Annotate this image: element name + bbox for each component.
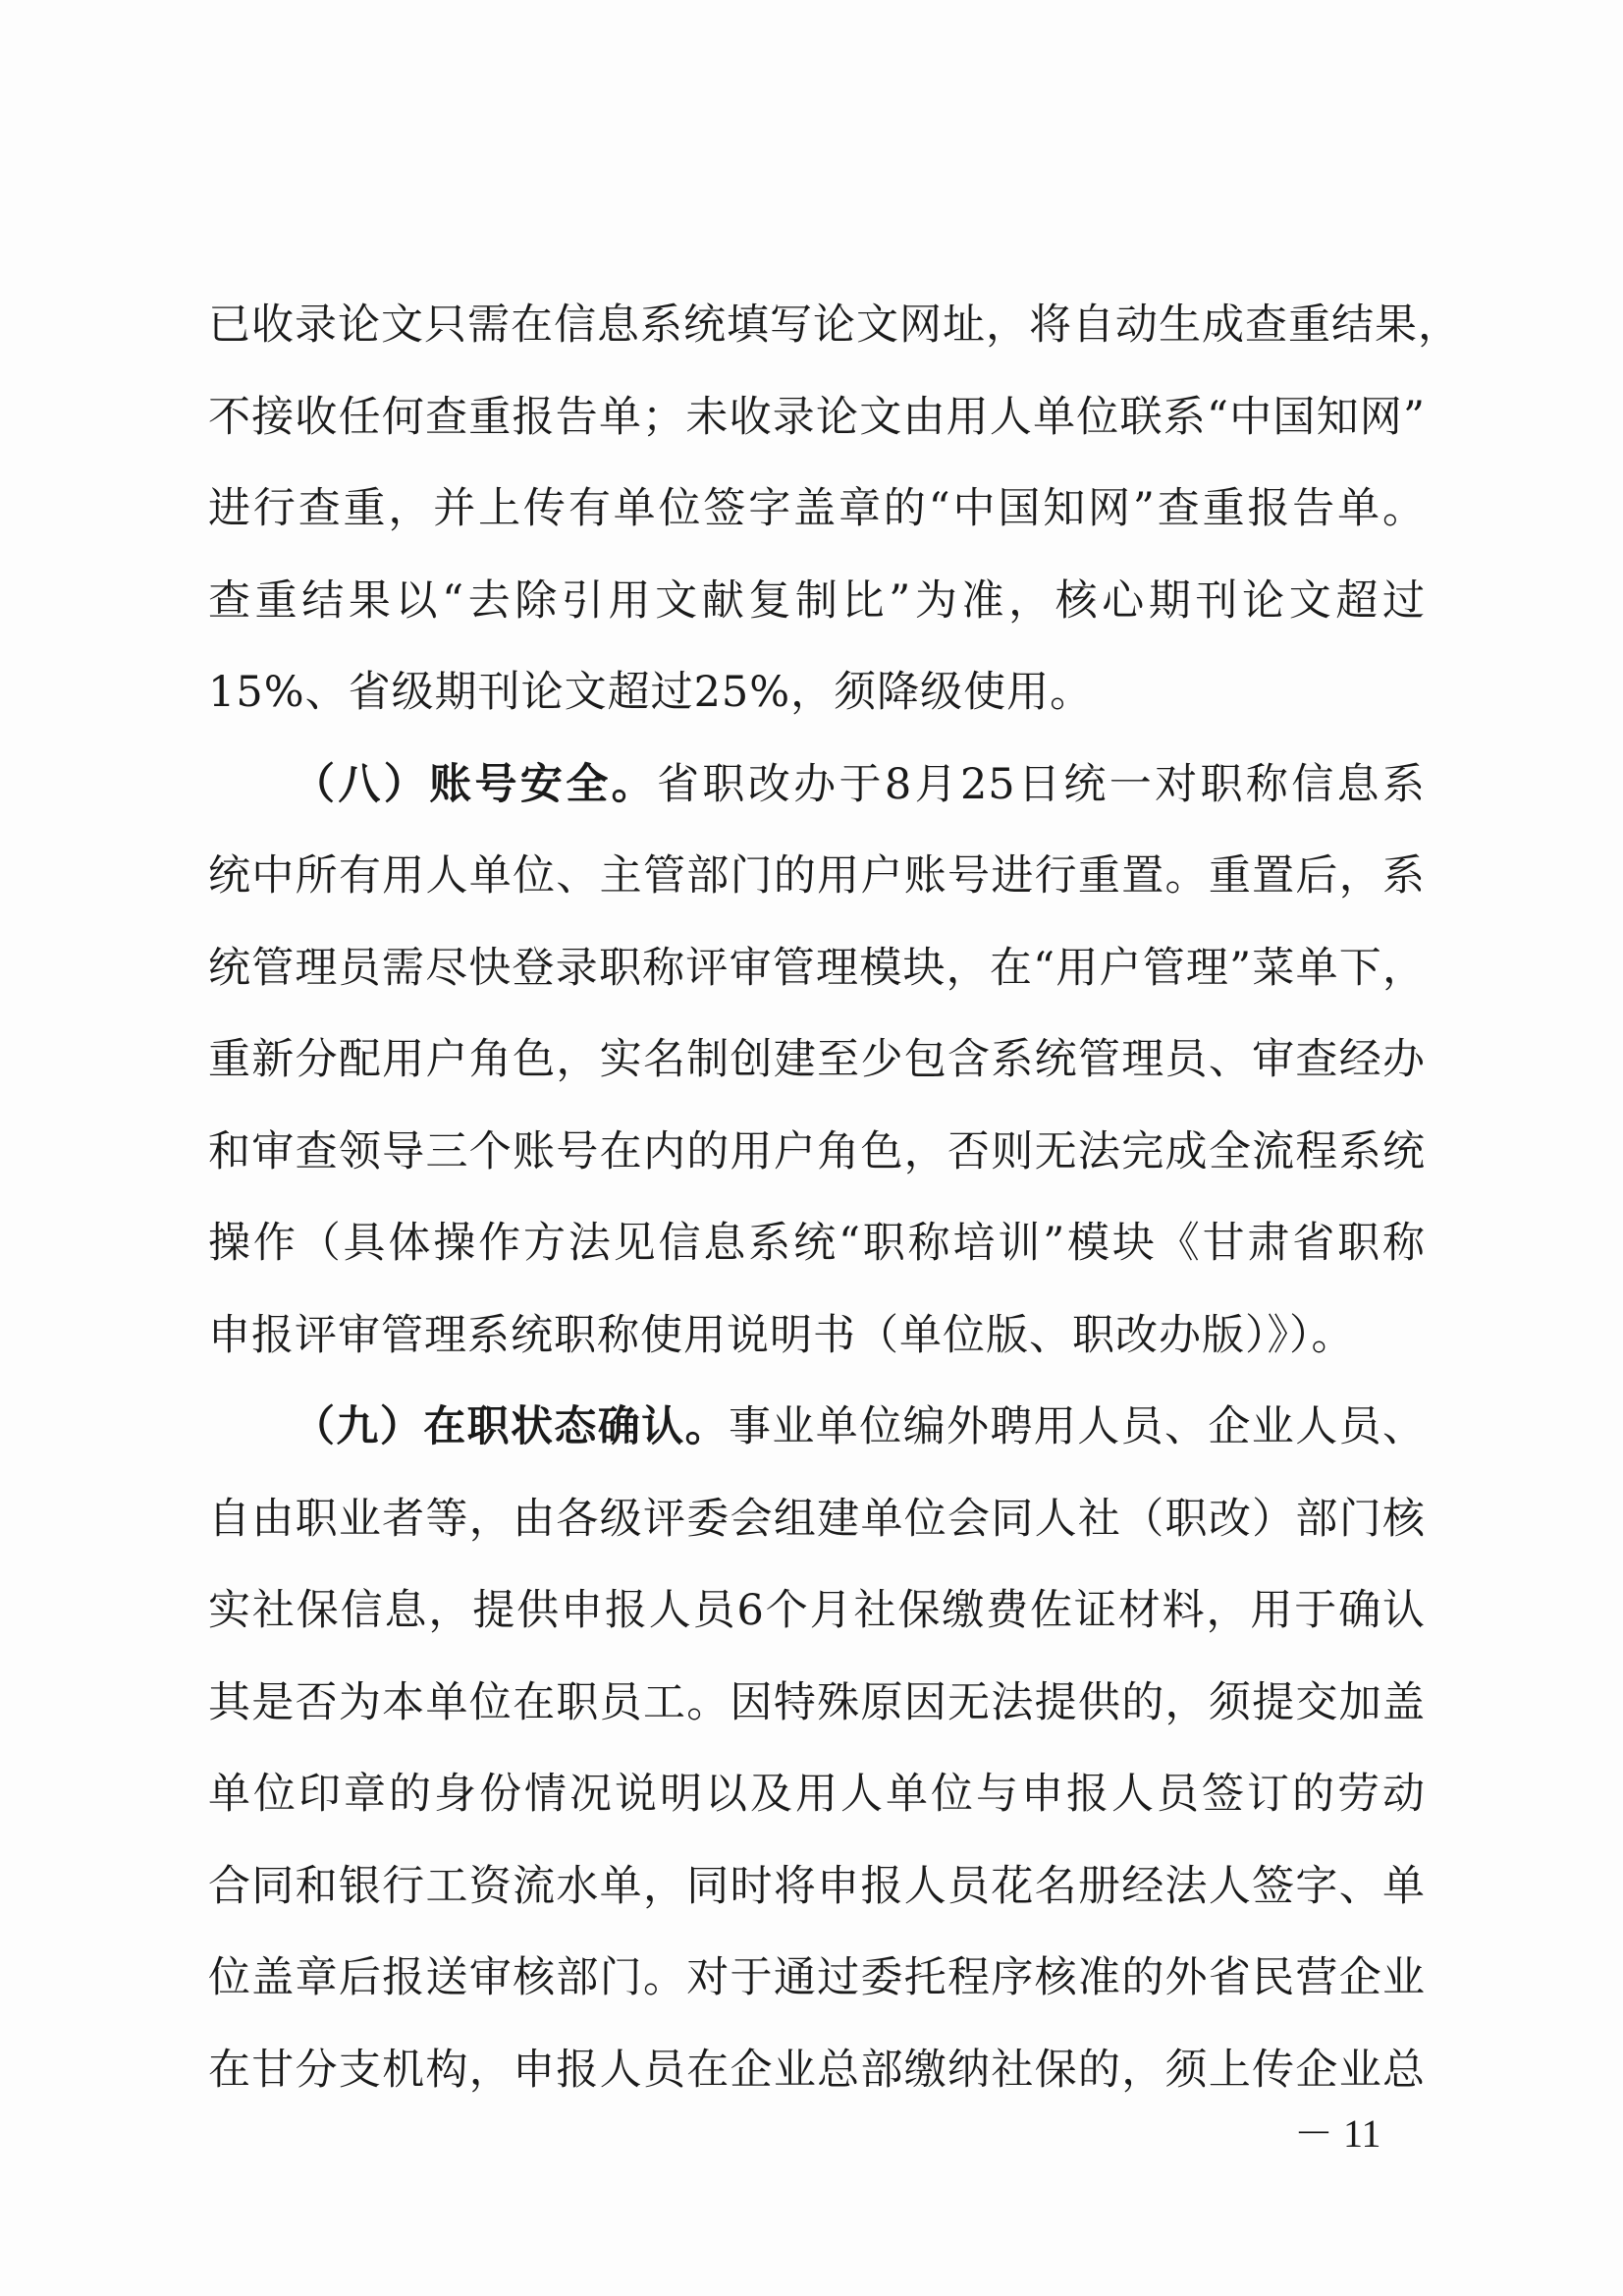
paragraph-line: 查重结果以“去除引用文献复制比”为准，核心期刊论文超过 [208,575,1426,626]
paragraph-line: 统中所有用人单位、主管部门的用户账号进行重置。重置后，系 [208,851,1426,901]
section-heading-account-security: （八）账号安全。 [293,759,657,809]
paragraph-line: 重新分配用户角色，实名制创建至少包含系统管理员、审查经办 [208,1035,1426,1084]
paragraph-line: 统管理员需尽快登录职称评审管理模块，在“用户管理”菜单下， [208,943,1426,993]
paragraph-line: 进行查重，并上传有单位签字盖章的“中国知网”查重报告单。 [208,484,1426,533]
paragraph-line: 合同和银行工资流水单，同时将申报人员花名册经法人签字、单 [208,1861,1426,1911]
paragraph-line: 位盖章后报送审核部门。对于通过委托程序核准的外省民营企业 [208,1953,1426,2002]
section-first-line [208,739,1426,832]
section-heading-employment-status: （九）在职状态确认。 [293,1402,729,1451]
document-body [208,280,1461,2116]
paragraph-line: 实社保信息，提供申报人员6个月社保缴费佐证材料，用于确认 [208,1586,1426,1635]
paragraph-line: 自由职业者等，由各级评委会组建单位会同人社（职改）部门核 [208,1494,1426,1544]
paragraph-line: 其是否为本单位在职员工。因特殊原因无法提供的，须提交加盖 [208,1677,1426,1727]
paragraph-line: 不接收任何查重报告单；未收录论文由用人单位联系“中国知网” [208,392,1426,442]
section-text: 事业单位编外聘用人员、企业人员、 [729,1402,1426,1451]
section-first-line [208,1382,1426,1474]
page-number: － 11 [1294,2111,1381,2156]
paragraph-line: 已收录论文只需在信息系统填写论文网址，将自动生成查重结果， [208,301,1461,350]
paragraph-line: 和审查领导三个账号在内的用户角色，否则无法完成全流程系统 [208,1126,1426,1176]
section-text: 省职改办于8月25日统一对职称信息系 [656,759,1427,809]
paragraph-line: 单位印章的身份情况说明以及用人单位与申报人员签订的劳动 [208,1770,1426,1819]
paragraph-line: 15%、省级期刊论文超过25%，须降级使用。 [208,668,1094,717]
paragraph-line: 操作（具体操作方法见信息系统“职称培训”模块《甘肃省职称 [208,1219,1426,1268]
paragraph-line: 申报评审管理系统职称使用说明书（单位版、职改办版）》）。 [208,1310,1355,1360]
paragraph-line: 在甘分支机构，申报人员在企业总部缴纳社保的，须上传企业总 [208,2045,1426,2095]
